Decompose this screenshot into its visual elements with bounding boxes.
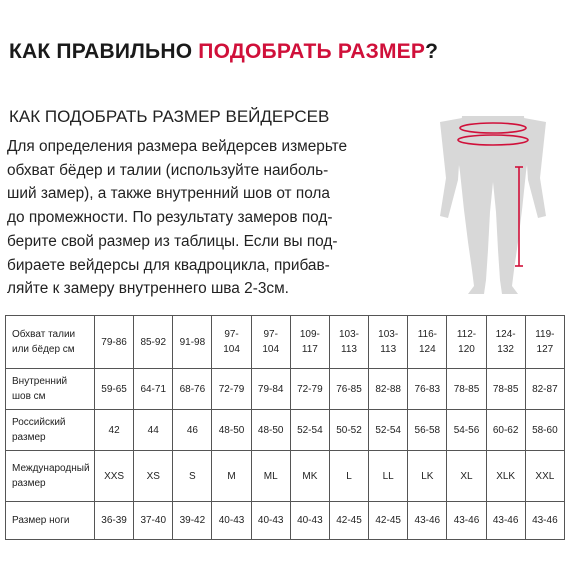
cell-text-line: 56-58 [414,424,441,436]
cell-text-line: XLK [496,470,516,482]
table-cell [408,410,447,451]
cell-text-line: 120 [458,344,475,355]
table-cell [134,316,173,369]
cell-text-line: Международный [12,463,90,474]
table-cell [486,369,525,410]
cell-text-line: 82-88 [375,383,401,395]
table-cell [408,316,447,369]
cell-text-line: 43-46 [453,515,480,526]
table-cell [173,451,212,502]
description-line: ший замер), а также внутренний шов от пола [7,185,330,203]
cell-text-line: 76-85 [336,383,362,395]
table-cell [212,451,251,502]
table-cell [134,369,173,410]
cell-text-line: 48-50 [257,424,284,436]
table-cell [369,410,408,451]
cell-text-line: L [346,470,352,482]
cell-text-line: 91-98 [179,336,206,348]
table-cell [212,502,251,540]
cell-text-line: 104 [262,344,280,355]
section-subtitle: КАК ПОДОБРАТЬ РАЗМЕР ВЕЙДЕРСЕВ [9,107,330,126]
body-silhouette [440,116,546,294]
table-cell [486,451,525,502]
cell-text-line: 85-92 [140,336,167,348]
cell-text-line: S [189,470,196,482]
title-part-2: ? [425,40,439,63]
table-cell [290,316,329,369]
cell-text-line: XS [146,470,160,482]
cell-text-line: LL [382,470,394,482]
body-measurement-figure [418,110,568,300]
table-cell [369,369,408,410]
table-row [6,410,565,451]
cell-text-line: 52-54 [297,424,323,436]
cell-text-line: 44 [147,424,159,436]
description-line: бираете вейдерсы для квадроцикла, прибав- [7,256,330,274]
cell-text-line: ML [263,470,278,482]
cell-text-line: 40-43 [257,515,284,526]
table-cell [290,410,329,451]
cell-text-line: 76-83 [414,383,441,395]
table-cell [369,451,408,502]
table-cell [134,502,173,540]
table-cell [329,451,368,502]
table-cell [525,369,564,410]
table-cell [173,316,212,369]
cell-text-line: M [227,470,236,482]
cell-text-line: 103- [378,329,399,340]
cell-text-line: 113 [341,344,357,355]
cell-text-line: 116- [417,329,437,340]
table-cell [408,502,447,540]
cell-text-line: 119- [535,329,555,340]
table-cell [251,316,290,369]
table-cell [212,369,251,410]
cell-text-line: Обхват талии [12,329,76,340]
description-line: ляйте к замеру внутреннего шва 2-3см. [7,280,289,298]
table-row [6,369,565,410]
cell-text-line: 50-52 [336,424,362,436]
cell-text-line: 54-56 [453,424,480,436]
description-line: берите свой размер из таблицы. Если вы под- [7,232,338,250]
table-cell [408,369,447,410]
table-cell [95,410,134,451]
cell-text-line: 127 [536,344,554,355]
description-text [7,135,407,301]
cell-text-line: 79-86 [101,336,127,348]
cell-text-line: 59-65 [101,383,127,395]
cell-text-line: 42 [108,424,120,436]
cell-text-line: шов см [12,391,46,402]
row-header-cell [6,451,95,502]
table-cell [329,316,368,369]
cell-text-line: 97- [263,329,278,340]
table-cell [525,316,564,369]
cell-text-line: Российский [12,417,66,428]
table-cell [329,502,368,540]
row-header-cell [6,502,95,540]
size-table [5,315,565,540]
cell-text-line: 78-85 [453,383,480,395]
table-cell [329,369,368,410]
cell-text-line: 48-50 [218,424,245,436]
table-cell [290,502,329,540]
cell-text-line: 124- [495,329,516,340]
cell-text-line: размер [12,478,46,489]
table-cell [290,451,329,502]
cell-text-line: 36-39 [101,515,127,526]
cell-text-line: XXL [535,470,555,482]
table-cell [447,502,486,540]
table-cell [486,316,525,369]
cell-text-line: 43-46 [414,515,441,526]
cell-text-line: 109- [299,329,320,340]
cell-text-line: 46 [186,424,198,436]
table-cell [329,410,368,451]
cell-text-line: 42-45 [375,515,401,526]
cell-text-line: 82-87 [532,383,558,395]
table-cell [251,451,290,502]
table-cell [369,502,408,540]
cell-text-line: LK [421,470,434,482]
cell-text-line: 132 [497,344,514,355]
table-cell [486,410,525,451]
cell-text-line: 40-43 [218,515,245,526]
table-cell [173,502,212,540]
cell-text-line: размер [12,432,46,443]
cell-text-line: 103- [339,329,360,340]
table-cell [134,410,173,451]
table-cell [369,316,408,369]
cell-text-line: 42-45 [336,515,362,526]
cell-text-line: 113 [380,344,397,355]
cell-text-line: 72-79 [297,383,323,395]
cell-text-line: 58-60 [532,424,558,436]
table-cell [290,369,329,410]
size-table-body [6,316,565,540]
cell-text-line: 78-85 [492,383,519,395]
table-cell [525,502,564,540]
cell-text-line: 60-62 [492,424,519,436]
cell-text-line: 43-46 [532,515,558,526]
table-cell [95,316,134,369]
table-cell [173,410,212,451]
cell-text-line: 117 [301,344,318,355]
page-title [9,40,438,64]
table-cell [173,369,212,410]
table-cell [95,502,134,540]
table-cell [447,316,486,369]
table-cell [525,451,564,502]
table-cell [447,410,486,451]
table-row [6,451,565,502]
cell-text-line: 68-76 [179,383,206,395]
title-accent: ПОДОБРАТЬ РАЗМЕР [198,40,426,63]
table-cell [486,502,525,540]
cell-text-line: XL [460,470,473,482]
table-cell [251,502,290,540]
table-row [6,316,565,369]
table-cell [95,451,134,502]
table-cell [447,369,486,410]
cell-text-line: 79-84 [257,383,284,395]
cell-text-line: MK [302,470,318,482]
description-line: Для определения размера вейдерсев измерьте [7,138,348,155]
cell-text-line: 64-71 [140,383,167,395]
cell-text-line: 43-46 [492,515,519,526]
table-cell [95,369,134,410]
table-cell [212,316,251,369]
cell-text-line: 40-43 [297,515,323,526]
cell-text-line: 124 [418,344,436,355]
row-header-cell [6,410,95,451]
table-cell [447,451,486,502]
cell-text-line: 39-42 [179,515,206,526]
row-header-cell [6,316,95,369]
description-line: до промежности. По результату замеров под- [7,209,333,227]
table-cell [134,451,173,502]
cell-text-line: или бёдер см [12,344,75,355]
cell-text-line: 72-79 [218,383,245,395]
table-row [6,502,565,540]
cell-text-line: Внутренний [12,376,68,387]
cell-text-line: Размер ноги [12,515,70,526]
table-cell [251,369,290,410]
cell-text-line: 112- [456,329,477,340]
table-cell [212,410,251,451]
description-line: обхват бёдер и талии (используйте наиболь- [7,161,329,179]
title-part-1: КАК ПРАВИЛЬНО [9,40,199,63]
cell-text-line: 37-40 [140,515,167,526]
table-cell [525,410,564,451]
cell-text-line: XXS [104,470,125,482]
table-cell [251,410,290,451]
cell-text-line: 97- [224,329,239,340]
row-header-cell [6,369,95,410]
cell-text-line: 104 [223,344,240,355]
table-cell [408,451,447,502]
cell-text-line: 52-54 [375,424,401,436]
